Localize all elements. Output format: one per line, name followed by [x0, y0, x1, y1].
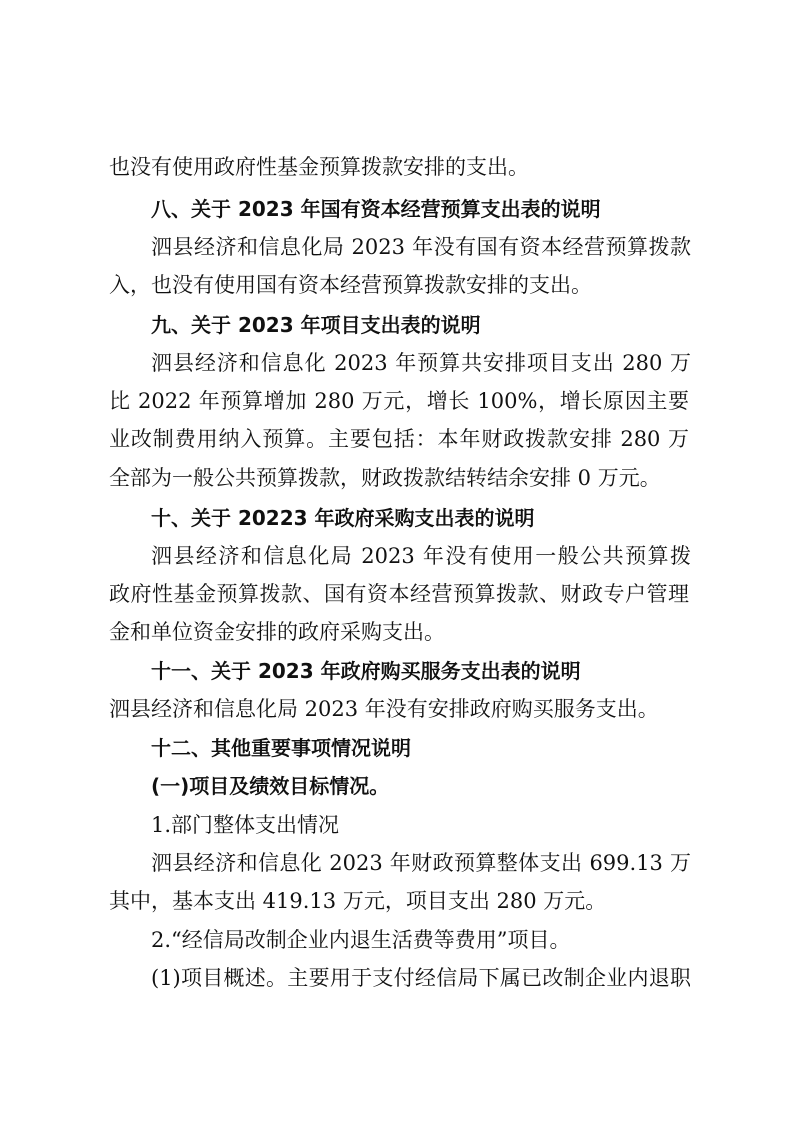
subsection-heading-1: (一)项目及绩效目标情况。 [151, 774, 390, 798]
paragraph-line: 全部为一般公共预算拨款，财政拨款结转结余安排 0 万元。 [109, 466, 661, 490]
paragraph-line: 也没有使用政府性基金预算拨款安排的支出。 [109, 155, 529, 179]
paragraph-line: 政府性基金预算拨款、国有资本经营预算拨款、财政专户管理 [109, 582, 689, 606]
paragraph-line: 泗县经济和信息化局 2023 年没有国有资本经营预算拨款 [151, 235, 691, 259]
paragraph-line: 泗县经济和信息化 2023 年预算共安排项目支出 280 万 [151, 351, 691, 375]
paragraph-line: 业改制费用纳入预算。主要包括：本年财政拨款安排 280 万 [109, 427, 689, 451]
paragraph-line: 泗县经济和信息化局 2023 年没有使用一般公共预算拨 [151, 544, 691, 568]
paragraph-line: 其中，基本支出 419.13 万元，项目支出 280 万元。 [109, 889, 607, 913]
section-heading-12: 十二、其他重要事项情况说明 [151, 736, 411, 760]
section-heading-8: 八、关于 2023 年国有资本经营预算支出表的说明 [151, 197, 601, 221]
paragraph-line: 比 2022 年预算增加 280 万元，增长 100%，增长原因主要 [109, 389, 689, 413]
section-heading-10: 十、关于 20223 年政府采购支出表的说明 [151, 506, 535, 530]
paragraph-line: 1.部门整体支出情况 [151, 813, 340, 837]
section-heading-11: 十一、关于 2023 年政府购买服务支出表的说明 [151, 659, 581, 683]
section-heading-9: 九、关于 2023 年项目支出表的说明 [151, 313, 481, 337]
paragraph-line: 2.“经信局改制企业内退生活费等费用”项目。 [151, 928, 571, 952]
paragraph-line: 金和单位资金安排的政府采购支出。 [109, 620, 445, 644]
paragraph-line: 泗县经济和信息化 2023 年财政预算整体支出 699.13 万 [151, 851, 691, 875]
paragraph-line: 入，也没有使用国有资本经营预算拨款安排的支出。 [109, 273, 592, 297]
paragraph-line: 泗县经济和信息化局 2023 年没有安排政府购买服务支出。 [109, 697, 659, 721]
paragraph-line: (1)项目概述。主要用于支付经信局下属已改制企业内退职 [151, 966, 691, 990]
